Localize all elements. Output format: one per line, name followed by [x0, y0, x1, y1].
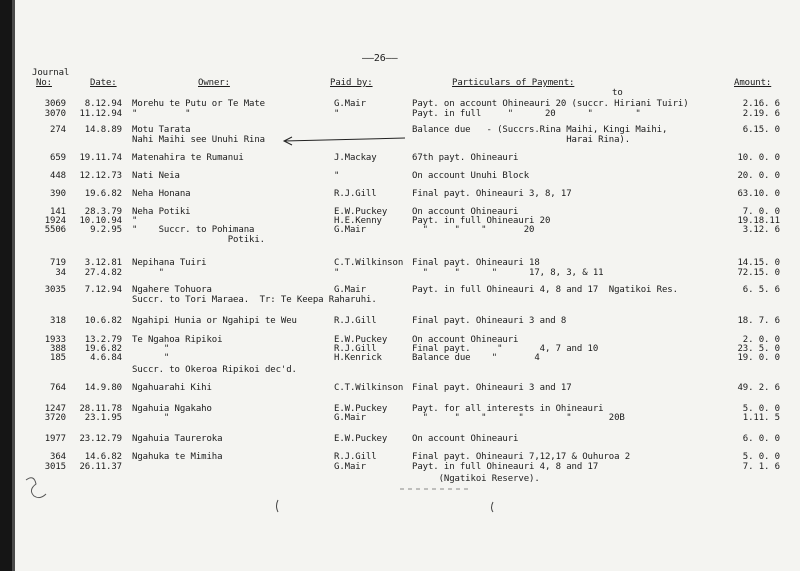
cell-amount: 10. 0. 0: [737, 153, 780, 163]
cell-journal: 3035: [44, 285, 66, 295]
cell-date: 26.11.37: [79, 462, 122, 472]
cell-owner: Succr. to Okeroa Ripikoi dec'd.: [132, 365, 297, 375]
cell-owner: " Succr. to Pohimana: [132, 225, 255, 235]
cell-date: 23.1.95: [84, 413, 122, 423]
cell-particulars: " " " " " 20B: [412, 413, 625, 423]
cell-amount: 1.11. 5: [742, 413, 780, 423]
cell-paid-by: R.J.Gill: [334, 344, 377, 354]
cell-particulars: Payt. in full Ohineauri 4, 8 and 17: [412, 462, 599, 472]
cell-paid-by: C.T.Wilkinson: [334, 383, 404, 393]
cell-amount: 5. 0. 0: [742, 404, 780, 414]
cell-amount: 63.10. 0: [737, 189, 780, 199]
cell-owner: Nati Neia: [132, 171, 180, 181]
cell-date: 28.3.79: [84, 207, 122, 217]
header-owner: Owner:: [198, 78, 230, 88]
header-particulars: Particulars of Payment:: [452, 78, 575, 88]
cell-journal: 3015: [44, 462, 66, 472]
cell-particulars: On account Unuhi Block: [412, 171, 530, 181]
cell-owner: Succr. to Tori Maraea. Tr: Te Keepa Raharuhi.: [132, 295, 377, 305]
cell-date: 3.12.81: [84, 258, 122, 268]
cell-particulars: Final payt. Ohineauri 3 and 17: [412, 383, 572, 393]
cell-owner: Ngahere Tohuora: [132, 285, 212, 295]
cell-journal: 1247: [44, 404, 66, 414]
cell-date: 10.6.82: [84, 316, 122, 326]
page-number: ——26——: [362, 53, 398, 64]
cell-particulars: Harai Rina).: [412, 135, 631, 145]
cell-owner: Ngahuka te Mimiha: [132, 452, 223, 462]
cell-date: 14.6.82: [84, 452, 122, 462]
cell-paid-by: G.Mair: [334, 285, 366, 295]
cell-journal: 388: [50, 344, 66, 354]
cell-journal: 390: [50, 189, 66, 199]
cell-journal: 185: [50, 353, 66, 363]
cell-owner: Ngahuarahi Kihi: [132, 383, 212, 393]
cell-date: 27.4.82: [84, 268, 122, 278]
cell-owner: Neha Potiki: [132, 207, 191, 217]
cell-journal: 1977: [44, 434, 66, 444]
cell-owner: Te Ngahoa Ripikoi: [132, 335, 223, 345]
cell-owner: Nahi Maihi see Unuhi Rina: [132, 135, 265, 145]
annotation-to: to: [612, 88, 623, 98]
cell-paid-by: E.W.Puckey: [334, 404, 388, 414]
cell-amount: 19. 0. 0: [737, 353, 780, 363]
cell-date: 28.11.78: [79, 404, 122, 414]
cell-paid-by: R.J.Gill: [334, 189, 377, 199]
cell-particulars: Final payt. Ohineauri 3 and 8: [412, 316, 567, 326]
cell-paid-by: J.Mackay: [334, 153, 377, 163]
cell-owner: Motu Tarata: [132, 125, 191, 135]
cell-particulars: Payt. in full " 20 " ": [412, 109, 641, 119]
cell-paid-by: H.Kenrick: [334, 353, 382, 363]
cell-paid-by: G.Mair: [334, 225, 366, 235]
cell-journal: 34: [55, 268, 66, 278]
cell-owner: Neha Honana: [132, 189, 191, 199]
cell-particulars: 67th payt. Ohineauri: [412, 153, 519, 163]
cell-date: 9.2.95: [90, 225, 122, 235]
cell-particulars: On account Ohineauri: [412, 207, 519, 217]
cell-particulars: Payt. on account Ohineauri 20 (succr. Hiriani Tuiri): [412, 99, 689, 109]
cell-paid-by: E.W.Puckey: [334, 335, 388, 345]
cell-amount: 6.15. 0: [742, 125, 780, 135]
cell-paid-by: R.J.Gill: [334, 316, 377, 326]
cell-journal: 5506: [44, 225, 66, 235]
cell-journal: 3070: [44, 109, 66, 119]
cell-amount: 2.19. 6: [742, 109, 780, 119]
cell-date: 12.12.73: [79, 171, 122, 181]
cell-amount: 18. 7. 6: [737, 316, 780, 326]
header-amount: Amount:: [734, 78, 772, 88]
cell-amount: 2.16. 6: [742, 99, 780, 109]
cell-owner: ": [132, 216, 138, 226]
cell-paid-by: G.Mair: [334, 413, 366, 423]
cell-journal: 1933: [44, 335, 66, 345]
cell-paid-by: ": [334, 268, 340, 278]
cell-paid-by: R.J.Gill: [334, 452, 377, 462]
cell-amount: 49. 2. 6: [737, 383, 780, 393]
cell-particulars: Payt. in full Ohineauri 20: [412, 216, 551, 226]
cell-owner: Nepihana Tuiri: [132, 258, 207, 268]
cell-paid-by: H.E.Kenny: [334, 216, 382, 226]
cell-owner: " ": [132, 109, 191, 119]
cell-owner: Ngahipi Hunia or Ngahipi te Weu: [132, 316, 297, 326]
cell-particulars: Balance due - (Succrs.Rina Maihi, Kingi Maihi,: [412, 125, 668, 135]
cell-amount: 7. 0. 0: [742, 207, 780, 217]
cell-journal: 1924: [44, 216, 66, 226]
header-journal-line1: Journal: [32, 68, 70, 78]
cell-date: 10.10.94: [79, 216, 122, 226]
cell-amount: 5. 0. 0: [742, 452, 780, 462]
cell-date: 14.8.89: [84, 125, 122, 135]
cell-owner: ": [132, 344, 170, 354]
cell-amount: 14.15. 0: [737, 258, 780, 268]
cell-particulars: Final payt. Ohineauri 7,12,17 & Ouhuroa 2: [412, 452, 631, 462]
cell-particulars: Final payt. Ohineauri 3, 8, 17: [412, 189, 572, 199]
cell-amount: 3.12. 6: [742, 225, 780, 235]
cell-particulars: Final payt. " 4, 7 and 10: [412, 344, 599, 354]
cell-date: 7.12.94: [84, 285, 122, 295]
cell-particulars: " " " 20: [412, 225, 535, 235]
cell-date: 8.12.94: [84, 99, 122, 109]
cell-amount: 6. 0. 0: [742, 434, 780, 444]
cell-date: 19.6.82: [84, 344, 122, 354]
cell-particulars: Payt. in full Ohineauri 4, 8 and 17 Ngatikoi Res.: [412, 285, 678, 295]
cell-owner: ": [132, 353, 170, 363]
cell-amount: 2. 0. 0: [742, 335, 780, 345]
cell-date: 4.6.84: [90, 353, 122, 363]
cell-journal: 274: [50, 125, 66, 135]
cell-journal: 659: [50, 153, 66, 163]
cell-particulars: (Ngatikoi Reserve).: [412, 474, 540, 484]
header-journal-line2: No:: [36, 78, 52, 88]
cell-amount: 6. 5. 6: [742, 285, 780, 295]
cell-particulars: " " " 17, 8, 3, & 11: [412, 268, 604, 278]
cell-journal: 318: [50, 316, 66, 326]
cell-owner: Morehu te Putu or Te Mate: [132, 99, 265, 109]
cell-amount: 23. 5. 0: [737, 344, 780, 354]
cell-owner: Ngahuia Ngakaho: [132, 404, 212, 414]
cell-date: 23.12.79: [79, 434, 122, 444]
cell-journal: 764: [50, 383, 66, 393]
cell-amount: 19.18.11: [737, 216, 780, 226]
cell-paid-by: ": [334, 171, 340, 181]
cell-owner: Matenahira te Rumanui: [132, 153, 244, 163]
cell-paid-by: C.T.Wilkinson: [334, 258, 404, 268]
cell-paid-by: E.W.Puckey: [334, 207, 388, 217]
cell-paid-by: G.Mair: [334, 99, 366, 109]
cell-date: 19.6.82: [84, 189, 122, 199]
cell-particulars: Balance due " 4: [412, 353, 540, 363]
cell-journal: 719: [50, 258, 66, 268]
cell-journal: 141: [50, 207, 66, 217]
cell-amount: 72.15. 0: [737, 268, 780, 278]
cell-date: 11.12.94: [79, 109, 122, 119]
cell-journal: 3720: [44, 413, 66, 423]
cell-paid-by: G.Mair: [334, 462, 366, 472]
cell-amount: 7. 1. 6: [742, 462, 780, 472]
cell-particulars: Payt. for all interests in Ohineauri: [412, 404, 604, 414]
cell-particulars: Final payt. Ohineauri 18: [412, 258, 540, 268]
cell-owner: Potiki.: [132, 235, 265, 245]
cell-journal: 364: [50, 452, 66, 462]
cell-owner: ": [132, 413, 170, 423]
cell-date: 13.2.79: [84, 335, 122, 345]
cell-owner: Ngahuia Taureroka: [132, 434, 223, 444]
header-date: Date:: [90, 78, 117, 88]
cell-owner: ": [132, 268, 164, 278]
cell-amount: 20. 0. 0: [737, 171, 780, 181]
cell-paid-by: E.W.Puckey: [334, 434, 388, 444]
cell-particulars: On account Ohineauri: [412, 434, 519, 444]
cell-journal: 3069: [44, 99, 66, 109]
cell-date: 19.11.74: [79, 153, 122, 163]
cell-paid-by: ": [334, 109, 340, 119]
cell-date: 14.9.80: [84, 383, 122, 393]
cell-particulars: On account Ohineauri: [412, 335, 519, 345]
cell-journal: 448: [50, 171, 66, 181]
header-paid-by: Paid by:: [330, 78, 373, 88]
